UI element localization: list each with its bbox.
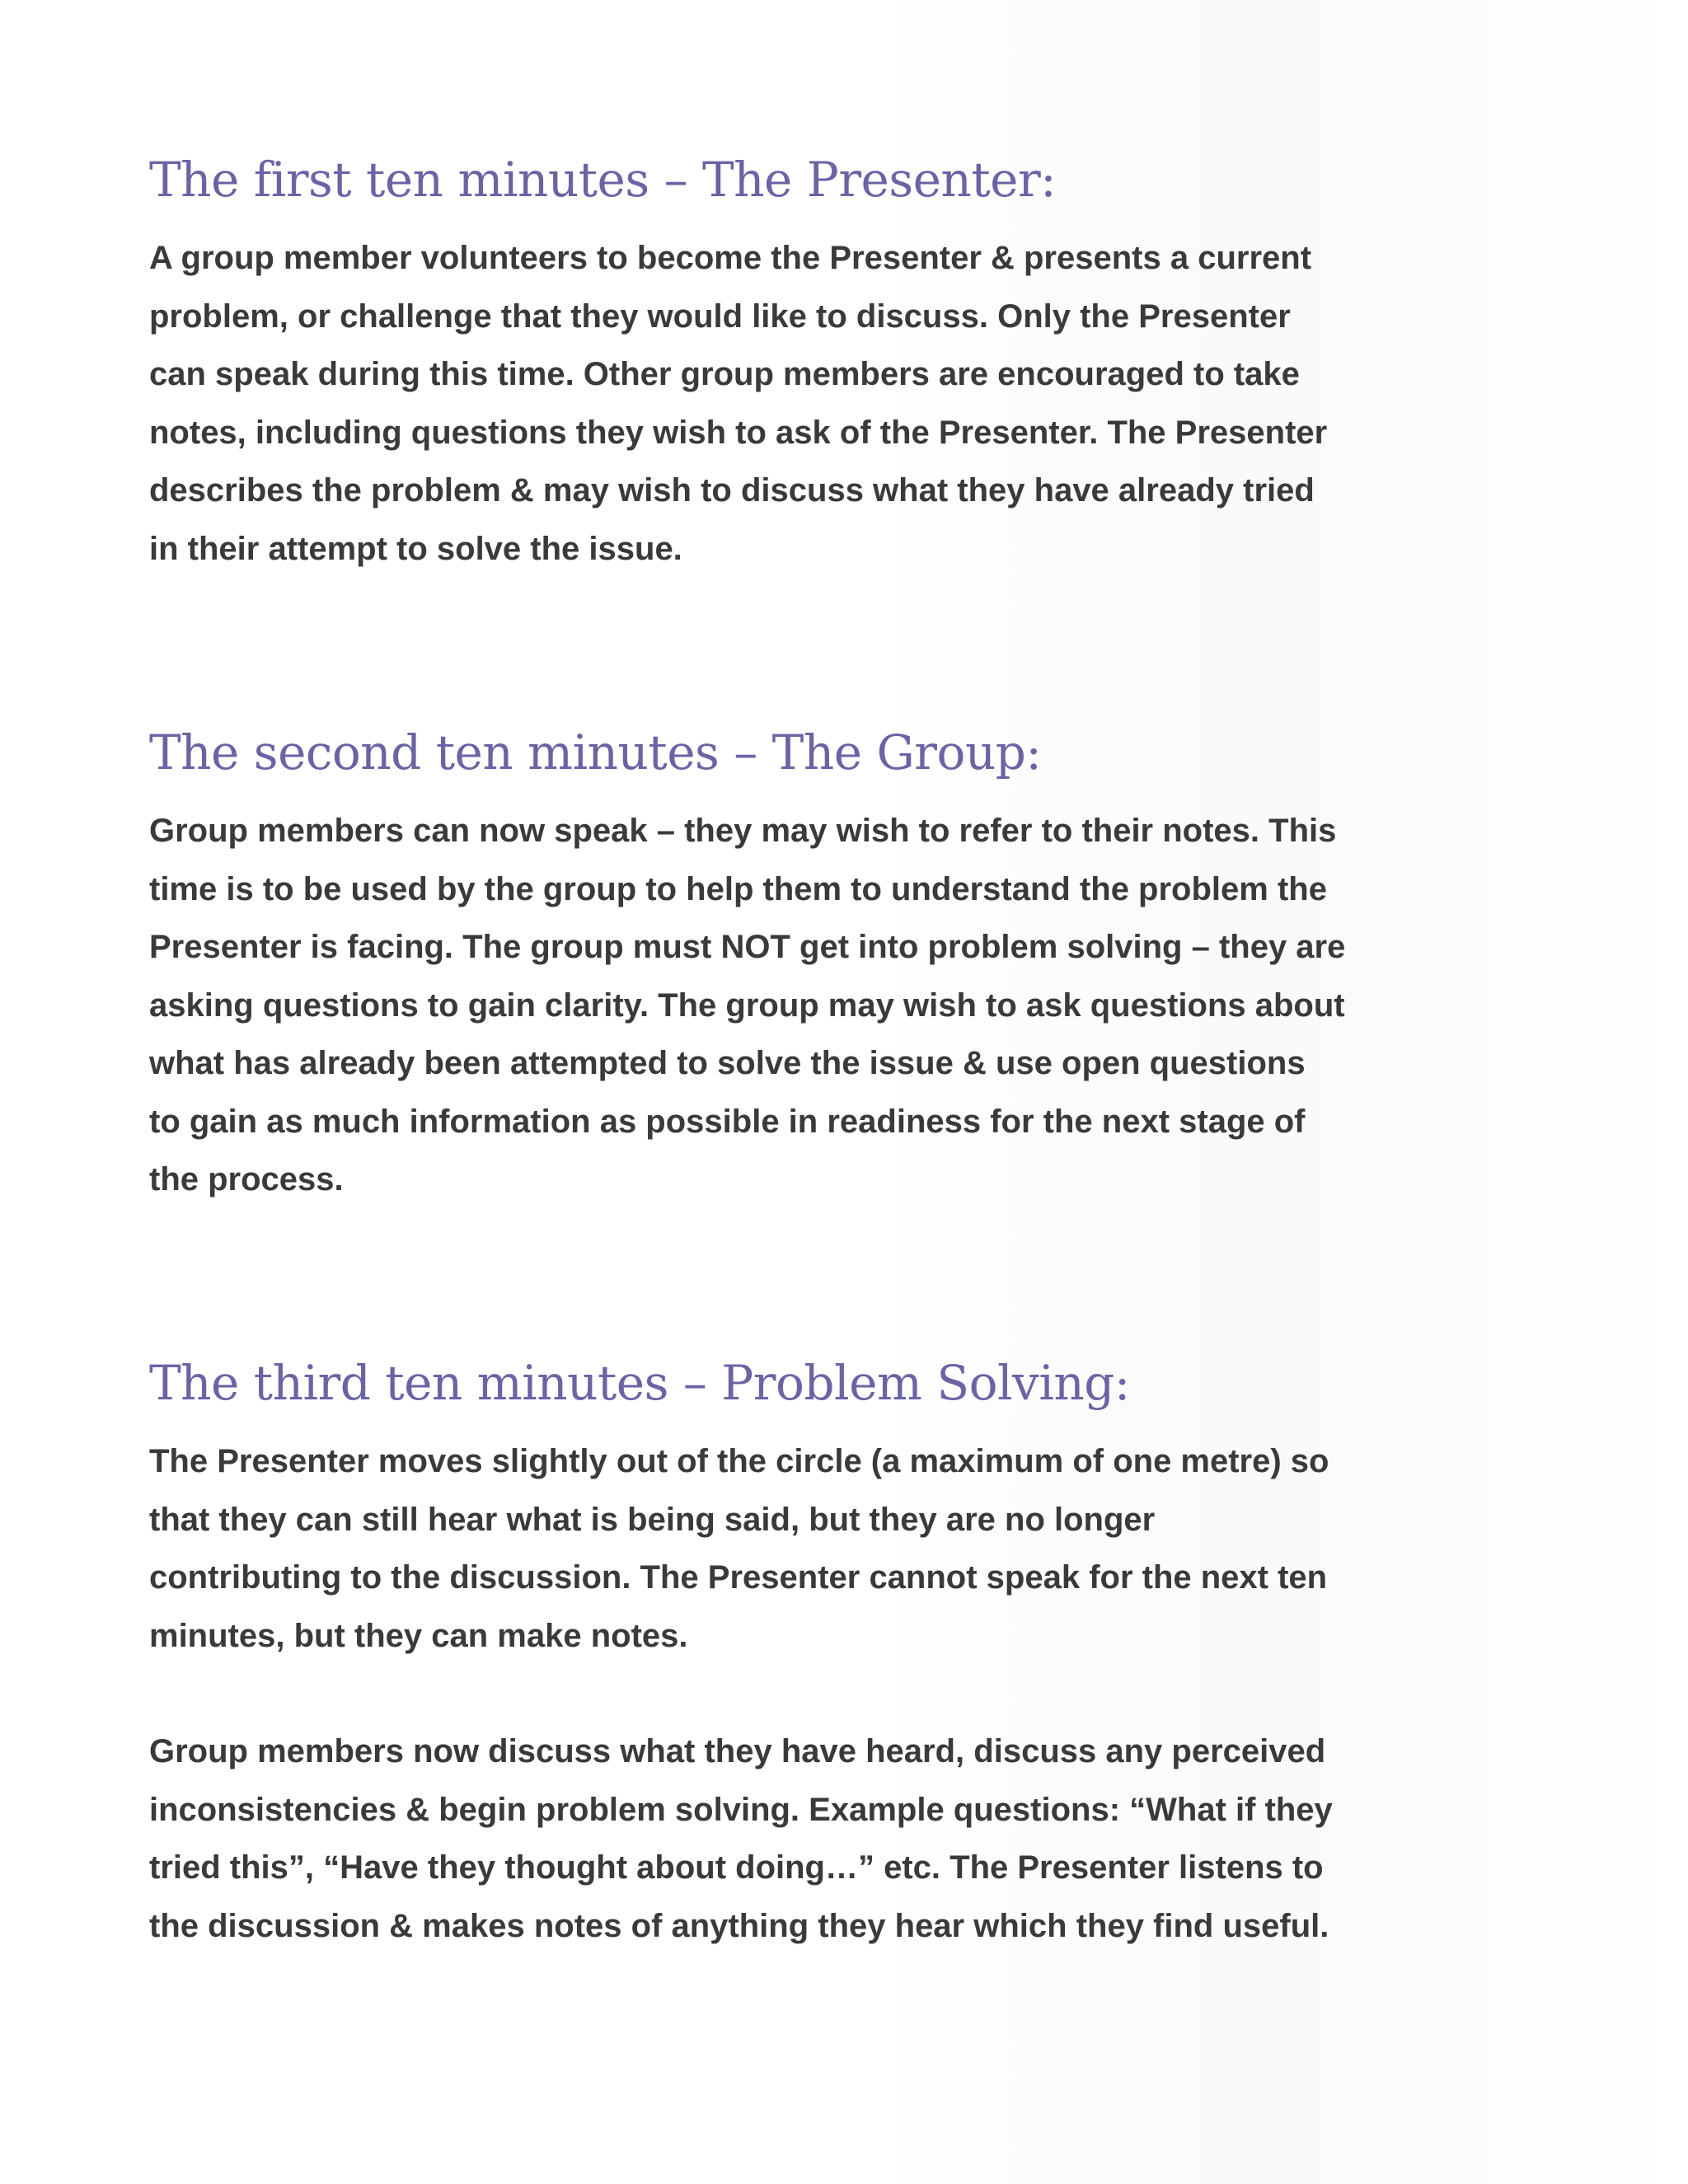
text-line: describes the problem & may wish to discuss what they have already tried [149, 472, 1315, 509]
section-heading: The second ten minutes – The Group: [149, 724, 1042, 780]
text-line: inconsistencies & begin problem solving. Example questions: “What if they [149, 1791, 1333, 1828]
text-line: in their attempt to solve the issue. [149, 530, 682, 567]
text-line: what has already been attempted to solve the issue & use open questions [149, 1045, 1306, 1081]
section-paragraph [149, 229, 1550, 578]
text-line: the discussion & makes notes of anything they hear which they find useful. [149, 1907, 1329, 1944]
section-presenter [149, 147, 1550, 578]
text-line: problem, or challenge that they would like to discuss. Only the Presenter [149, 298, 1291, 335]
text-line: Presenter is facing. The group must NOT get into problem solving – they are [149, 929, 1346, 965]
text-line: to gain as much information as possible in readiness for the next stage of [149, 1103, 1306, 1140]
text-line: that they can still hear what is being said, but they are no longer [149, 1501, 1156, 1538]
text-line: Group members can now speak – they may wish to refer to their notes. This [149, 813, 1337, 849]
section-group [149, 719, 1550, 1209]
text-line: A group member volunteers to become the Presenter & presents a current [149, 240, 1312, 276]
section-heading: The third ten minutes – Problem Solving: [149, 1355, 1130, 1411]
section-problem-solving [149, 1350, 1550, 1955]
section-heading: The first ten minutes – The Presenter: [149, 152, 1057, 208]
section-paragraph [149, 802, 1550, 1209]
text-line: can speak during this time. Other group members are encouraged to take [149, 356, 1300, 392]
text-line: contributing to the discussion. The Presenter cannot speak for the next ten [149, 1559, 1328, 1596]
text-line: asking questions to gain clarity. The group may wish to ask questions about [149, 987, 1345, 1024]
text-line: time is to be used by the group to help them to understand the problem the [149, 870, 1327, 907]
section-paragraph [149, 1722, 1550, 1955]
text-line: tried this”, “Have they thought about doing…” etc. The Presenter listens to [149, 1849, 1324, 1886]
text-line: Group members now discuss what they have heard, discuss any perceived [149, 1733, 1326, 1769]
text-line: minutes, but they can make notes. [149, 1617, 688, 1654]
text-line: The Presenter moves slightly out of the circle (a maximum of one metre) so [149, 1443, 1329, 1479]
text-line: notes, including questions they wish to ask of the Presenter. The Presenter [149, 414, 1328, 451]
section-paragraph [149, 1432, 1550, 1665]
text-line: the process. [149, 1161, 344, 1197]
